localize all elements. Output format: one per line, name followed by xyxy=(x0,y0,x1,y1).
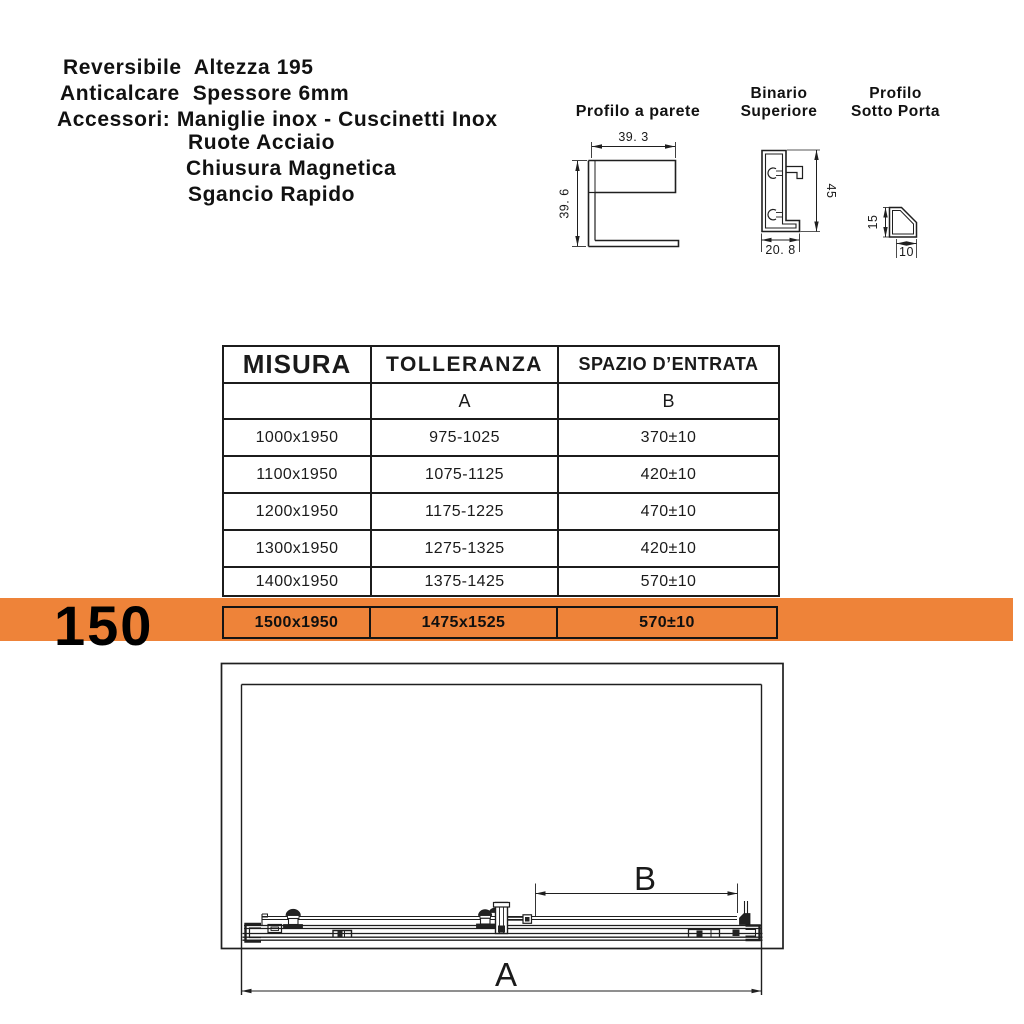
door-plan-diagram xyxy=(210,655,810,1020)
highlighted-cell-misura: 1500x1950 xyxy=(254,613,339,631)
under-door-width-dim: 10 xyxy=(899,245,914,259)
size-badge: 150 xyxy=(54,594,154,657)
table-header-spazio-entrata: SPAZIO D’ENTRATA xyxy=(558,346,779,383)
under-door-profile-drawing xyxy=(860,196,932,268)
table-header-tolleranza: TOLLERANZA xyxy=(371,346,558,383)
table-cell: 470±10 xyxy=(558,493,779,530)
orange-band xyxy=(0,594,1013,657)
feature-line: Accessori: Maniglie inox - Cuscinetti Inox xyxy=(57,108,498,131)
table-cell: 570±10 xyxy=(558,567,779,596)
feature-line: Sgancio Rapido xyxy=(188,183,356,206)
highlighted-cell-tolleranza: 1475x1525 xyxy=(369,608,556,637)
table-cell: 1075-1125 xyxy=(371,456,558,493)
top-rail-height-dim: 45 xyxy=(824,183,838,199)
wall-profile-dimensions xyxy=(572,142,676,247)
table-header-misura: MISURA xyxy=(223,346,371,383)
dim-label-b: B xyxy=(633,860,657,897)
feature-line: Reversibile Altezza 195 xyxy=(63,56,314,79)
highlighted-table-row xyxy=(222,606,778,639)
table-subheader-b: B xyxy=(558,383,779,419)
under-door-label-line1: Profilo xyxy=(869,85,922,102)
table-cell: 1100x1950 xyxy=(223,456,371,493)
table-cell: 1375-1425 xyxy=(371,567,558,596)
wall-profile-shape xyxy=(589,161,679,247)
wall-profile-width-dim: 39. 3 xyxy=(618,130,649,144)
under-door-height-dim: 15 xyxy=(866,214,880,230)
table-cell: 1400x1950 xyxy=(223,567,371,596)
table-cell: 1275-1325 xyxy=(371,530,558,567)
wall-profile-drawing xyxy=(553,125,698,265)
table-cell: 1175-1225 xyxy=(371,493,558,530)
highlighted-cell-spazio: 570±10 xyxy=(556,608,776,637)
wall-profile-height-dim: 39. 6 xyxy=(557,188,572,219)
feature-line: Ruote Acciaio xyxy=(188,131,336,154)
top-rail-label xyxy=(735,85,823,120)
under-door-label-line2: Sotto Porta xyxy=(850,102,941,120)
table-cell: 1300x1950 xyxy=(223,530,371,567)
table-subheader-a: A xyxy=(371,383,558,419)
under-door-profile-label xyxy=(843,85,948,120)
table-cell: 420±10 xyxy=(558,530,779,567)
table-subheader-empty xyxy=(223,383,371,419)
top-rail-drawing xyxy=(743,135,845,270)
top-rail-label-line1: Binario xyxy=(750,85,808,102)
table-cell: 420±10 xyxy=(558,456,779,493)
top-rail-shape xyxy=(762,151,803,232)
right-hardware xyxy=(689,901,760,940)
under-door-shape xyxy=(890,208,917,238)
table-cell: 975-1025 xyxy=(371,419,558,456)
wall-profile-label: Profilo a parete xyxy=(575,103,701,120)
feature-line: Chiusura Magnetica xyxy=(186,157,397,180)
dim-label-a: A xyxy=(494,956,518,993)
table-cell: 1000x1950 xyxy=(223,419,371,456)
top-rail-width-dim: 20. 8 xyxy=(765,243,796,257)
table-cell: 370±10 xyxy=(558,419,779,456)
size-table xyxy=(222,345,780,597)
table-cell: 1200x1950 xyxy=(223,493,371,530)
top-rail-label-line2: Superiore xyxy=(740,102,818,120)
enclosure-outline xyxy=(222,664,784,996)
feature-line: Anticalcare Spessore 6mm xyxy=(60,82,350,105)
top-rail-dimensions xyxy=(762,150,821,252)
